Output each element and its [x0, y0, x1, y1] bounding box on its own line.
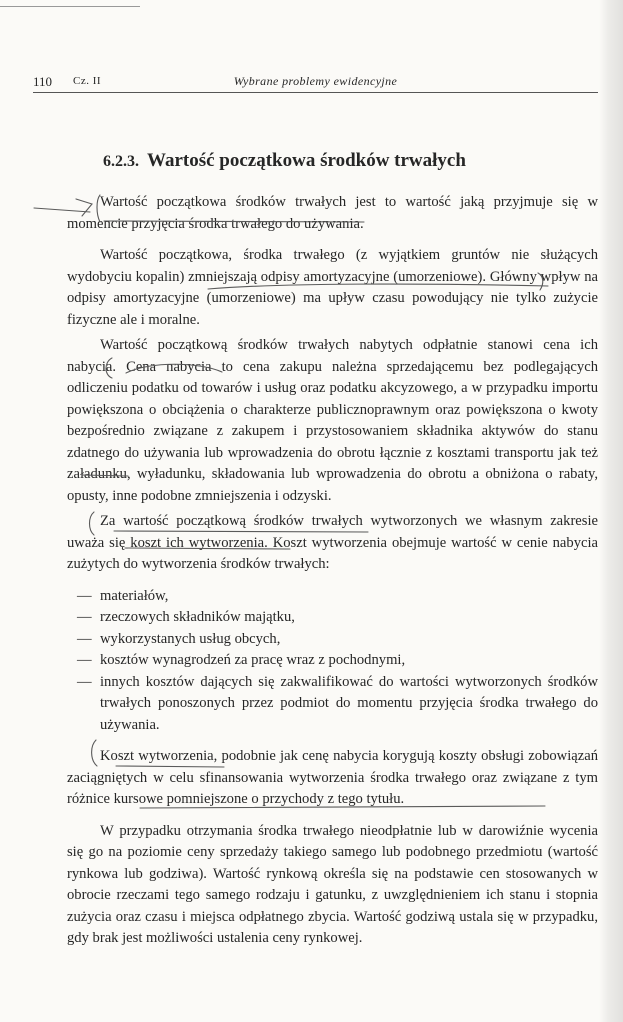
running-title: Wybrane problemy ewidencyjne [233, 74, 398, 88]
page-number: 110 [33, 74, 53, 89]
paragraph-4: Za wartość początkową środków trwałych wytworzonych we własnym zakresie uważa się koszt ich wytworzenia. Koszt wytworzenia obejmuje wartość w cenie nabycia zużytych do wytworzenia środków trwałych: [67, 513, 598, 572]
paragraph-2: Wartość początkowa, środka trwałego (z wyjątkiem gruntów nie służących wydobyciu kopalin) zmniejszają odpisy amortyzacyjne (umorzeniowe). Główny wpływ na odpisy amortyzacyjne (umorzeniowe) ma upływ czasu powodujący nie tylko zużycie fizyczne ale i moralne. [67, 247, 598, 328]
paragraph-5: Koszt wytworzenia, podobnie jak cenę nabycia korygują koszty obsługi zobowiązań zaciągniętych w celu sfinansowania wytworzenia środka trwałego oraz związane z tym różnice kursowe pomniejszone o przychody z tego tytułu. [67, 748, 598, 807]
body-text [67, 192, 598, 960]
section-title: Wartość początkowa środków trwałych [147, 150, 466, 171]
scan-top-rule [0, 6, 140, 7]
running-header [33, 74, 598, 93]
list-item: — kosztów wynagrodzeń za pracę wraz z pochodnymi, [77, 652, 406, 668]
cost-list [67, 586, 598, 737]
paragraph-3: Wartość początkową środków trwałych nabytych odpłatnie stanowi cena ich nabycia. Cena nabycia to cena zakupu należna sprzedającemu bez podlegających odliczeniu podatku od towarów i usług oraz podatku akcyzowego, a w przypadku importu powiększona o obciążenia o charakterze publicznoprawnym oraz powiększona o kwoty bezpośrednio związane z zakupem i przystosowaniem składnika aktywów do stanu zdatnego do używania lub wprowadzenia do obrotu łącznie z kosztami transportu jak też załadunku, wyładunku, składowania lub wprowadzenia do obrotu a obniżona o rabaty, opusty, inne podobne zmniejszenia i odzyski. [67, 337, 598, 504]
list-item: — materiałów, [77, 587, 169, 604]
list-item: — wykorzystanych usług obcych, [77, 630, 281, 647]
paragraph-6: W przypadku otrzymania środka trwałego nieodpłatnie lub w darowiźnie wycenia się go na poziomie ceny sprzedaży takiego samego lub podobnego przedmiotu (wartość rynkowa lub godziwa). Wartość rynkową określa się na podstawie cen stosowanych w obrocie rzeczami tego samego rodzaju i gatunku, z uwzględnieniem ich stanu i stopnia zużycia oraz czasu i miejsca odpłatnego zbycia. Wartość godziwą ustala się w przypadku, gdy brak jest możliwości ustalenia ceny rynkowej. [67, 822, 598, 946]
list-item: — innych kosztów dających się zakwalifikować do wartości wytworzonych środków trwałych ponoszonych przez podmiot do momentu przyjęcia środka trwałego do używania. [77, 673, 598, 733]
section-number: 6.2.3. [103, 153, 139, 170]
paragraph-1: Wartość początkowa środków trwałych jest to wartość jaką przyjmuje się w momencie przyjęcia środka trwałego do używania. [67, 194, 598, 232]
list-item: — rzeczowych składników majątku, [77, 609, 295, 625]
chapter-label: Cz. II [73, 75, 102, 87]
page-edge-shadow [599, 0, 623, 1022]
section-heading [103, 150, 466, 172]
